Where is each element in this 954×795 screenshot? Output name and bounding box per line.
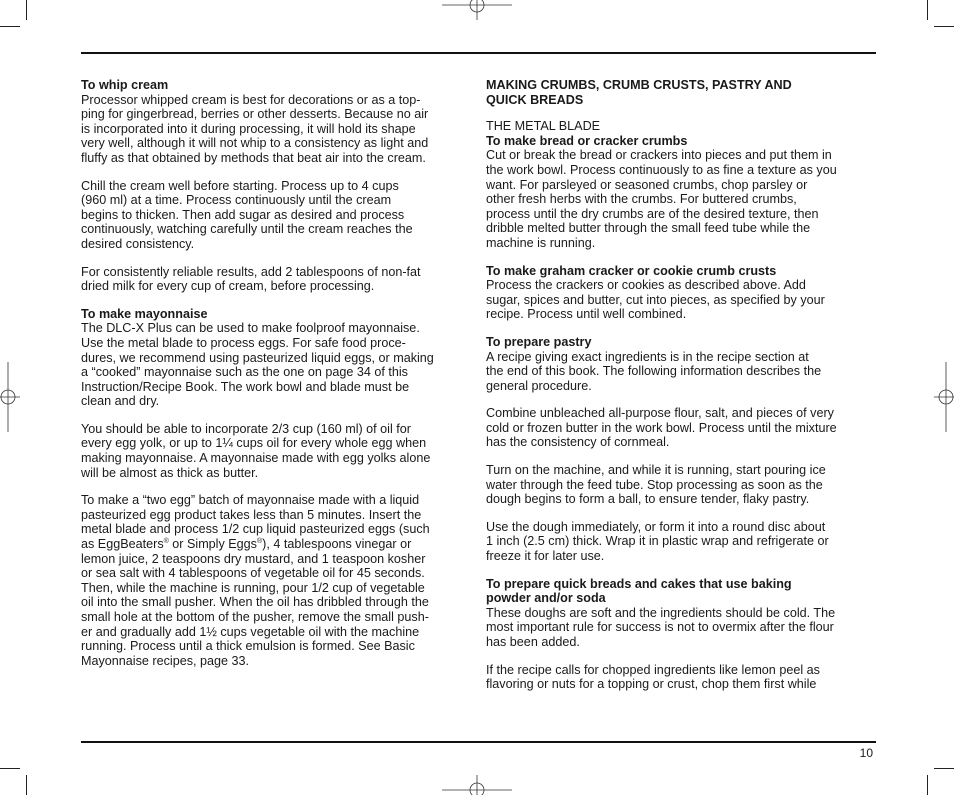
paragraph: You should be able to incorporate 2/3 cup (160 ml) of oil for every egg yolk, or up to 1¼ cups oil for every whole egg when making mayonnaise. A mayonnaise made with egg yolks alone will be almost as thick as butter. [81, 421, 431, 480]
registration-mark-bottom [442, 775, 512, 795]
footer-rule [81, 741, 876, 743]
crop-mark [0, 26, 20, 27]
crop-mark [26, 0, 27, 20]
page-number: 10 [859, 746, 873, 760]
paragraph: Chill the cream well before starting. Process up to 4 cups (960 ml) at a time. Process continuously until the cream begins to thicken. Then add sugar as desired and process continuously, watching carefully until the cream reaches the desired consistency. [81, 178, 413, 251]
heading-quick-breads: To prepare quick breads and cakes that use baking powder and/or soda [486, 576, 792, 606]
paragraph: These doughs are soft and the ingredients should be cold. The most important rule for success is not to overmix after the flour has been added. [486, 605, 836, 649]
left-column [81, 78, 471, 668]
paragraph: A recipe giving exact ingredients is in the recipe section at the end of this book. The following information describes the general procedure. [486, 349, 822, 393]
paragraph: Combine unbleached all-purpose flour, salt, and pieces of very cold or frozen butter in the work bowl. Process until the mixture has the consistency of cornmeal. [486, 406, 837, 450]
heading-pastry: To prepare pastry [486, 334, 592, 349]
paragraph: Cut or break the bread or crackers into pieces and put them in the work bowl. Process continuously to as fine a texture as you want. For parsleyed or seasoned crumbs, chop parsley or other fresh herbs with the crumbs. For buttered crumbs, process until the dry crumbs are of the desired texture, then dribble melted butter through the small feed tube while the machine is running. [486, 148, 837, 250]
heading-whip-cream: To whip cream [81, 78, 169, 92]
paragraph: Use the dough immediately, or form it into a round disc about 1 inch (2.5 cm) thick. Wrap it in plastic wrap and refrigerate or freeze it for later use. [486, 519, 829, 564]
crop-mark [934, 26, 954, 27]
registration-mark-top [442, 0, 512, 22]
text-run: To make a “two egg” batch of mayonnaise made with a liquid pasteurized egg product takes less than 5 minutes. Insert the metal blade and process 1/2 cup liquid pasteurized eggs (such as EggBeaters [81, 493, 430, 552]
paragraph: If the recipe calls for chopped ingredients like lemon peel as flavoring or nuts for a topping or crust, chop them first while [486, 662, 820, 692]
crop-mark [0, 768, 20, 769]
right-column [486, 78, 878, 692]
text-run: or Simply Eggs [168, 537, 257, 552]
registered-mark: ® [256, 537, 263, 545]
crop-mark [927, 775, 928, 795]
crop-mark [26, 775, 27, 795]
registration-mark-left [0, 362, 20, 432]
heading-crumbs: To make bread or cracker crumbs [486, 133, 688, 148]
paragraph: For consistently reliable results, add 2 tablespoons of non-fat dried milk for every cup of cream, before processing. [81, 264, 421, 294]
paragraph: Process the crackers or cookies as described above. Add sugar, spices and butter, cut into pieces, as specified by your recipe. Process until well combined. [486, 278, 825, 322]
text-run: ), 4 tablespoons vinegar or lemon juice, 2 teaspoons dry mustard, and 1 teaspoon kosher or sea salt with 4 tablespoons of vegetable oil for 45 seconds. Then, while the machine is running, pour 1/2 cup of vegetable oil into the small pusher. When the oil has dribbled through the small hole at the bottom of the pusher, remove the small push- er and gradually add 1½ cups vegetable oil with the machine running. Process until a thick emulsion is formed. See Basic Mayonnaise recipes, page 33. [81, 537, 429, 668]
registered-mark: ® [163, 537, 169, 545]
crop-mark [927, 0, 928, 20]
crop-mark [934, 768, 954, 769]
paragraph [81, 493, 471, 668]
section-heading: MAKING CRUMBS, CRUMB CRUSTS, PASTRY AND QUICK BREADS [486, 78, 792, 107]
subsection-label: THE METAL BLADE [486, 119, 601, 134]
paragraph: Turn on the machine, and while it is running, start pouring ice water through the feed tube. Stop processing as soon as the dough begins to form a ball, to ensure tender, flaky pastry. [486, 463, 826, 507]
paragraph: Processor whipped cream is best for decorations or as a top- ping for gingerbread, berries or other desserts. Because no air is incorporated into it during processing, it will hold its shape very well, although it will not whip to a consistency as light and fluffy as that obtained by methods that beat air into the cream. [81, 92, 429, 165]
heading-graham-crusts: To make graham cracker or cookie crumb crusts [486, 263, 777, 278]
heading-mayonnaise: To make mayonnaise [81, 306, 208, 321]
header-rule [81, 52, 876, 54]
registration-mark-right [934, 362, 954, 432]
paragraph: The DLC-X Plus can be used to make foolproof mayonnaise. Use the metal blade to process eggs. For safe food proce- dures, we recommend using pasteurized liquid eggs, or making a “cooked” mayonnaise such as the one on page 34 of this Instruction/Recipe Book. The work bowl and blade must be clean and dry. [81, 321, 434, 409]
